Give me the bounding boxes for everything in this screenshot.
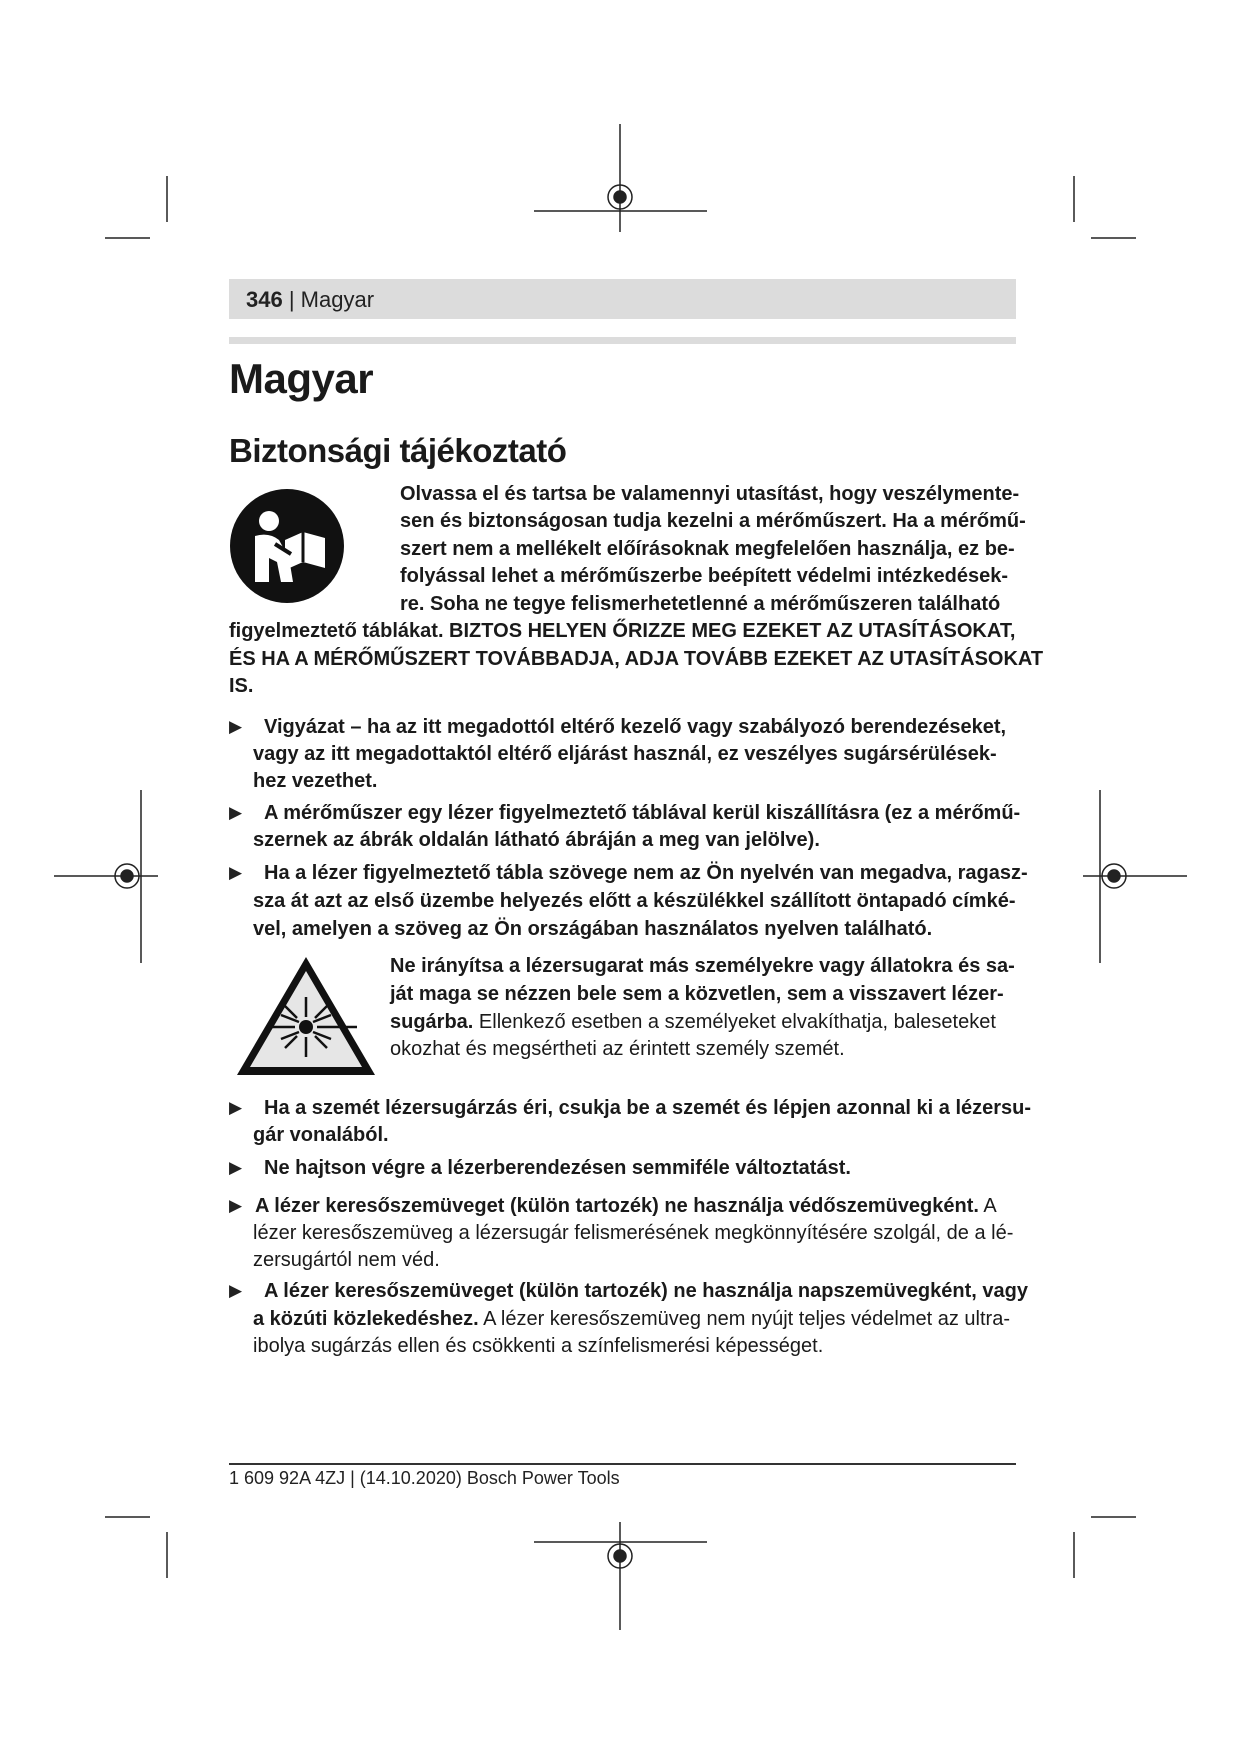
page-header	[246, 287, 374, 313]
triangle-arrow-icon: ▶	[229, 717, 243, 736]
bullet-line	[255, 1193, 997, 1219]
read-manual-icon	[229, 488, 345, 604]
header-separator: |	[282, 287, 301, 312]
laser-warning-line	[390, 1009, 996, 1035]
laser-warning-icon	[233, 953, 379, 1079]
bullet-bold: A lézer keresőszemüveget (külön tartozék) ne használja védőszemüvegként.	[255, 1195, 979, 1217]
bullet-line: Ne hajtson végre a lézerberendezésen semmiféle változtatást.	[264, 1157, 851, 1179]
bullet-line: szernek az ábrák oldalán látható ábráján a meg van jelölve).	[253, 829, 820, 851]
intro-line: szert nem a mellékelt előírásoknak megfelelően használja, ez be-	[400, 538, 1015, 560]
intro-line: folyással lehet a mérőműszerbe beépített védelmi intézkedések-	[400, 565, 1009, 587]
intro-line: re. Soha ne tegye felismerhetetlenné a mérőműszeren található	[400, 593, 1001, 615]
bullet-regular: A	[978, 1195, 997, 1217]
laser-warning-line: Ne irányítsa a lézersugarat más személyekre vagy állatokra és sa-	[390, 955, 1015, 977]
section-title: Biztonsági tájékoztató	[229, 432, 567, 469]
page-number: 346	[246, 287, 283, 312]
intro-line: Olvassa el és tartsa be valamennyi utasítást, hogy veszélymente-	[400, 483, 1020, 505]
bullet-line: vel, amelyen a szöveg az Ön országában használatos nyelven található.	[253, 918, 933, 940]
bullet-regular: A lézer keresőszemüveg nem nyújt teljes védelmet az ultra-	[478, 1308, 1010, 1330]
page-title: Magyar	[229, 355, 374, 402]
laser-warning-bold: sugárba.	[390, 1011, 474, 1033]
bullet-line: Ha a lézer figyelmeztető tábla szövege nem az Ön nyelvén van megadva, ragasz-	[264, 862, 1028, 884]
header-divider	[229, 337, 1016, 344]
bullet-line: A lézer keresőszemüveget (külön tartozék) ne használja napszemüvegként, vagy	[264, 1280, 1028, 1302]
bullet-line: A mérőműszer egy lézer figyelmeztető táblával kerül kiszállításra (ez a mérőmű-	[264, 802, 1021, 824]
page-footer: 1 609 92A 4ZJ | (14.10.2020) Bosch Power Tools	[229, 1468, 620, 1488]
page-header-bar	[229, 279, 1016, 319]
triangle-arrow-icon: ▶	[229, 1196, 243, 1215]
triangle-arrow-icon: ▶	[229, 863, 243, 882]
laser-warning-line: ját maga se nézzen bele sem a közvetlen, sem a visszavert lézer-	[390, 983, 1004, 1005]
triangle-arrow-icon: ▶	[229, 803, 243, 822]
bullet-line: Ha a szemét lézersugárzás éri, csukja be a szemét és lépjen azonnal ki a lézersu-	[264, 1097, 1032, 1119]
intro-line: sen és biztonságosan tudja kezelni a mérőműszert. Ha a mérőmű-	[400, 510, 1026, 532]
intro-line: IS.	[229, 675, 254, 697]
bullet-line: Vigyázat – ha az itt megadottól eltérő kezelő vagy szabályozó berendezéseket,	[264, 716, 1007, 738]
bullet-line: vagy az itt megadottaktól eltérő eljárást használ, ez veszélyes sugársérülések-	[253, 743, 997, 765]
triangle-arrow-icon: ▶	[229, 1098, 243, 1117]
bullet-line: lézer keresőszemüveg a lézersugár felismerésének megkönnyítésére szolgál, de a lé-	[253, 1222, 1014, 1244]
bullet-line: ibolya sugárzás ellen és csökkenti a színfelismerési képességet.	[253, 1335, 824, 1357]
bullet-line: gár vonalából.	[253, 1124, 389, 1146]
header-section: Magyar	[300, 287, 375, 312]
bullet-bold: a közúti közlekedéshez.	[253, 1308, 479, 1330]
intro-line: ÉS HA A MÉRŐMŰSZERT TOVÁBBADJA, ADJA TOVÁBB EZEKET AZ UTASÍTÁSOKAT	[229, 648, 1044, 670]
bullet-line	[253, 1306, 1010, 1332]
bullet-line: hez vezethet.	[253, 770, 378, 792]
laser-warning-line: okozhat és megsértheti az érintett személy szemét.	[390, 1038, 845, 1060]
triangle-arrow-icon: ▶	[229, 1158, 243, 1177]
triangle-arrow-icon: ▶	[229, 1281, 243, 1300]
bullet-line: zersugártól nem véd.	[253, 1249, 440, 1271]
bullet-line: sza át azt az első üzembe helyezés előtt a készülékkel szállított öntapadó címké-	[253, 890, 1016, 912]
footer-divider	[229, 1463, 1016, 1465]
laser-warning-regular: Ellenkező esetben a személyeket elvakíthatja, baleseteket	[473, 1011, 996, 1033]
intro-line: figyelmeztető táblákat. BIZTOS HELYEN ŐRIZZE MEG EZEKET AZ UTASÍTÁSOKAT,	[229, 620, 1016, 642]
